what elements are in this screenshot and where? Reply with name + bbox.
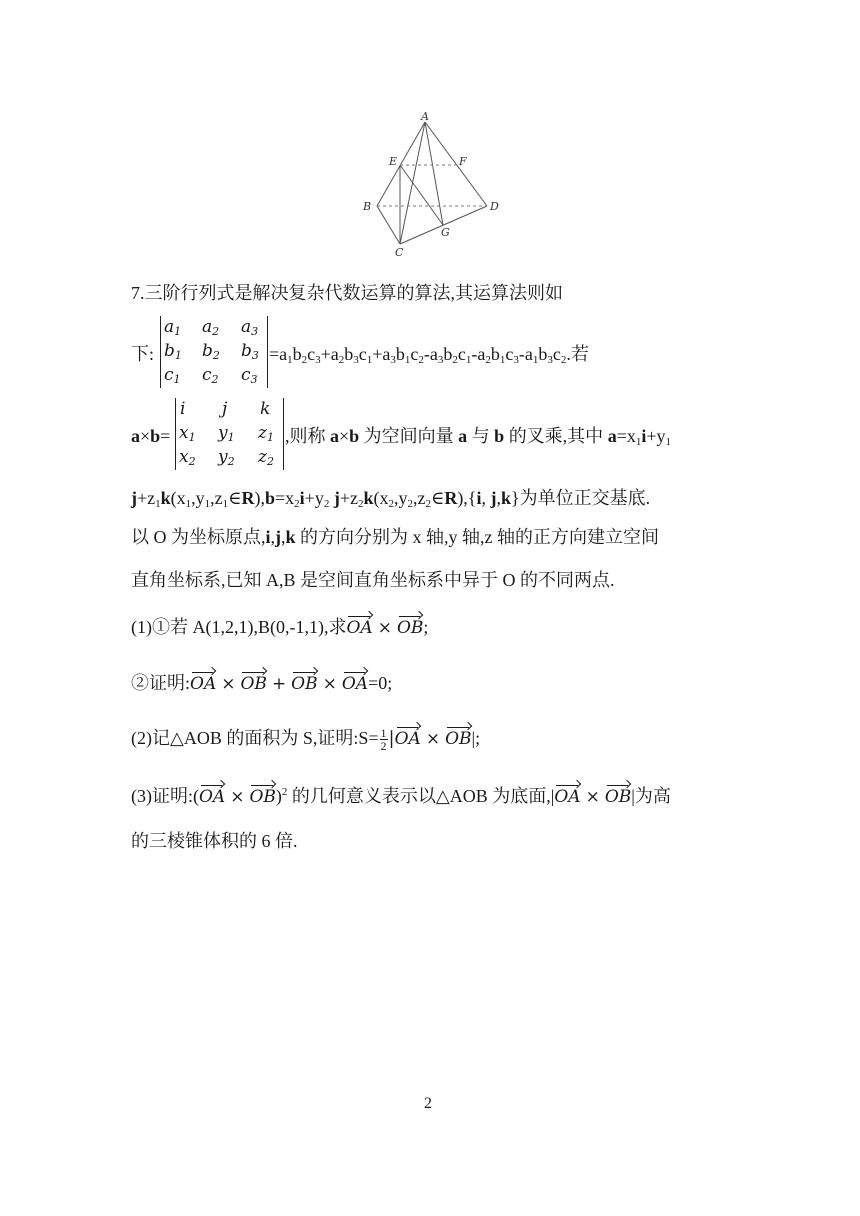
label-G: G <box>441 226 450 239</box>
part2: (2)记△AOB 的面积为 S,证明:S= $\frac{1}{2}$ |OA × OB|; <box>131 726 481 754</box>
edge-BC <box>377 206 400 244</box>
edge-AB <box>377 122 425 206</box>
det-expansion: $=a_1b_2c_3+a_2b_3c_1+a_3b_1c_2-a_3b_2c_1-a_2b_1c_3-a_1b_3c_2$.若 <box>269 344 589 366</box>
points-line: 直角坐标系,已知 A,B 是空间直角坐标系中异于 O 的不同两点. <box>131 570 615 590</box>
problem-intro: 7.三阶行列式是解决复杂代数运算的算法,其运算法则如 <box>131 283 563 303</box>
part3-line2: 的三棱锥体积的 6 倍. <box>131 831 298 851</box>
edge-AD <box>425 122 487 206</box>
tetrahedron-figure <box>355 110 515 260</box>
edge-EG <box>400 165 443 225</box>
part1a: (1)①若 A(1,2,1),B(0,-1,1),求OA × OB; <box>131 617 429 638</box>
xia-label: 下: <box>131 344 155 364</box>
label-D: D <box>490 200 499 213</box>
edge-AG <box>425 122 443 225</box>
part3: (3)证明:(OA × OB)$^2$ 的几何意义表示以△AOB 为底面,|OA × OB|为高 <box>131 786 671 807</box>
cross-def-text: ,则称 a×b 为空间向量 a 与 b 的叉乘,其中 $a=x_1i+y_1$ <box>285 426 672 448</box>
fraction-half: $\frac{1}{2}$ <box>380 726 387 754</box>
label-F: F <box>459 155 467 168</box>
label-B: B <box>363 200 372 213</box>
part1b: ②证明:OA × OB + OB × OA=0; <box>131 673 393 694</box>
axes-line: 以 O 为坐标原点,i,j,k 的方向分别为 x 轴,y 轴,z 轴的正方向建立空间 <box>131 527 660 547</box>
label-A: A <box>421 110 429 123</box>
basis-line: $j+z_1k(x_1,y_1,z_1\in R),b=x_2i+y_2$ $j+z_2k(x_2,y_2,z_2\in R),\{i$, j,k}为单位正交基底. <box>131 488 651 510</box>
label-C: C <box>395 246 404 259</box>
page-number: 2 <box>424 1095 432 1112</box>
axb-label: a×b= <box>131 426 171 446</box>
label-E: E <box>389 155 398 168</box>
cross-product-matrix: i j k $x_1$ $y_1$ $z_1$ $x_2$ $y_2$ $z_2$ <box>175 398 284 470</box>
determinant-3x3: $a_1$ $a_2$ $a_3$ $b_1$ $b_2$ $b_3$ $c_1$ $c_2$ $c_3$ <box>160 316 268 388</box>
